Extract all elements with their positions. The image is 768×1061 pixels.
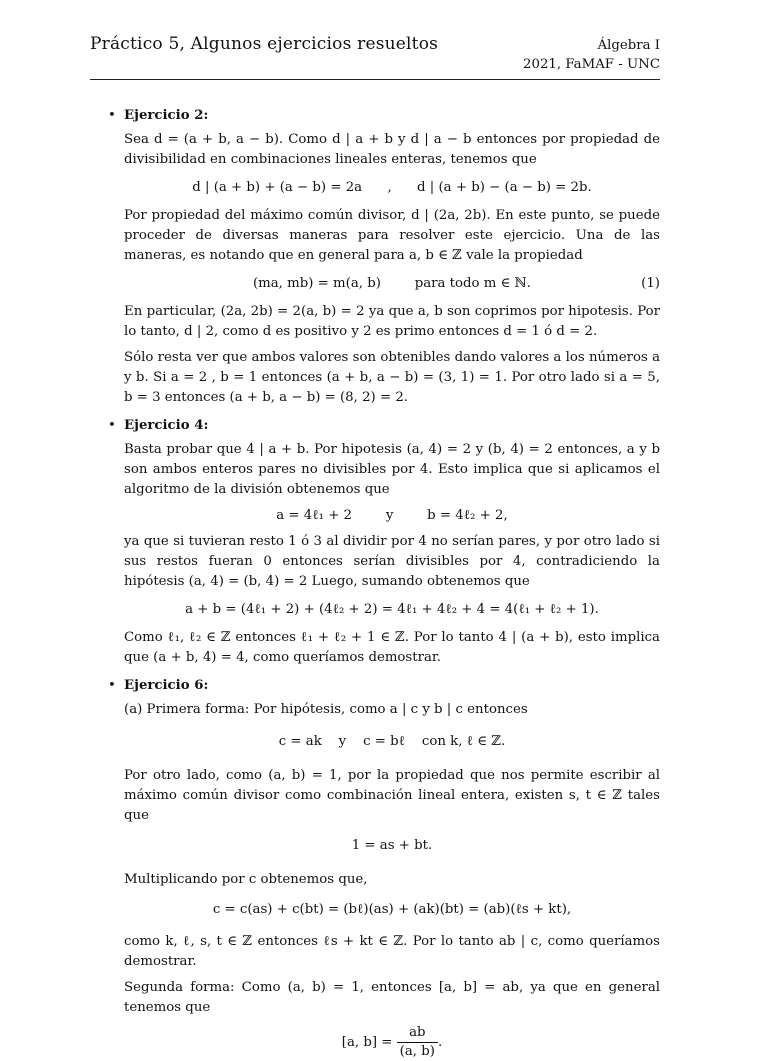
equation-period: .: [437, 1035, 443, 1050]
ex4-equation-2: a + b = (4ℓ₁ + 2) + (4ℓ₂ + 2) = 4ℓ₁ + 4ℓ₂ + 4 = 4(ℓ₁ + ℓ₂ + 1).: [185, 602, 599, 617]
ex2-equation-2: [124, 274, 660, 294]
lcm-lhs: [a, b] =: [341, 1035, 393, 1050]
ex4-paragraph-3: Como ℓ₁, ℓ₂ ∈ ℤ entonces ℓ₁ + ℓ₂ + 1 ∈ ℤ. Por lo tanto 4 | (a + b), esto implica que (a + b, 4) = 4, como queríamos demostrar.: [124, 630, 660, 665]
fraction: [397, 1024, 438, 1061]
ex6-paragraph-1: (a) Primera forma: Por hipótesis, como a | c y b | c entonces: [124, 702, 528, 717]
exercise-2: [108, 106, 660, 408]
fraction-denominator: (a, b): [399, 1044, 435, 1059]
ex2-paragraph-4: Sólo resta ver que ambos valores son obtenibles dando valores a los números a y b. Si a = 2 , b = 1 entonces (a + b, a − b) = (3, 1) = 1. Por otro lado si a = 5, b = 3 entonces (a + b, a − b) = (8, 2) = 2.: [124, 350, 660, 405]
bullet-icon: •: [108, 108, 116, 123]
course-name: Álgebra I: [597, 38, 660, 53]
ex6-paragraph-3: Multiplicando por c obtenemos que,: [124, 872, 368, 887]
ex2-paragraph-3: En particular, (2a, 2b) = 2(a, b) = 2 ya que a, b son coprimos por hipotesis. Por lo tanto, d | 2, como d es positivo y 2 es primo entonces d = 1 ó d = 2.: [124, 304, 660, 339]
ex4-paragraph-1: Basta probar que 4 | a + b. Por hipotesis (a, 4) = 2 y (b, 4) = 2 entonces, a y b son ambos enteros pares no divisibles por 4. Esto implica que si aplicamos el algoritmo de la división obtenemos que: [124, 442, 660, 497]
fraction-numerator: ab: [397, 1024, 438, 1043]
ex6-equation-1: c = ak y c = bℓ con k, ℓ ∈ ℤ.: [278, 734, 506, 749]
exercise-6-title: Ejercicio 6:: [124, 678, 209, 693]
ex2-equation-2-body: (ma, mb) = m(a, b) para todo m ∈ ℕ.: [252, 276, 532, 291]
header-rule: [90, 79, 660, 80]
exercise-4-title: Ejercicio 4:: [124, 418, 209, 433]
exercise-4: [108, 416, 660, 668]
page-title: Práctico 5, Algunos ejercicios resueltos: [90, 34, 439, 54]
ex6-equation-2: 1 = as + bt.: [351, 838, 433, 853]
content: [108, 106, 660, 1061]
ex2-paragraph-1: Sea d = (a + b, a − b). Como d | a + b y d | a − b entonces por propiedad de divisibilidad en combinaciones lineales enteras, tenemos que: [124, 132, 660, 167]
ex6-paragraph-5: Segunda forma: Como (a, b) = 1, entonces [a, b] = ab, ya que en general tenemos que: [124, 980, 660, 1015]
course-term: 2021, FaMAF - UNC: [523, 57, 660, 72]
bullet-icon: •: [108, 418, 116, 433]
ex4-equation-1: a = 4ℓ₁ + 2 y b = 4ℓ₂ + 2,: [276, 508, 508, 523]
header-info: [523, 36, 660, 74]
equation-number: (1): [641, 276, 660, 291]
ex2-equation-1: d | (a + b) + (a − b) = 2a , d | (a + b) − (a − b) = 2b.: [192, 180, 592, 195]
ex6-equation-4: [124, 1024, 660, 1061]
exercise-2-title: Ejercicio 2:: [124, 108, 209, 123]
ex6-paragraph-2: Por otro lado, como (a, b) = 1, por la propiedad que nos permite escribir al máximo común divisor como combinación lineal entera, existen s, t ∈ ℤ tales que: [124, 768, 660, 823]
ex4-paragraph-2: ya que si tuvieran resto 1 ó 3 al dividir por 4 no serían pares, y por otro lado si sus restos fueran 0 entonces serían divisibles por 4, contradiciendo la hipótesis (a, 4) = (b, 4) = 2 Luego, sumando obtenemos que: [124, 534, 660, 589]
ex2-paragraph-2: Por propiedad del máximo común divisor, d | (2a, 2b). En este punto, se puede proceder de diversas maneras para resolver este ejercicio. Una de las maneras, es notando que en general para a, b ∈ ℤ vale la propiedad: [124, 208, 660, 263]
ex6-equation-3: c = c(as) + c(bt) = (bℓ)(as) + (ak)(bt) = (ab)(ℓs + kt),: [212, 902, 572, 917]
bullet-icon: •: [108, 678, 116, 693]
ex6-paragraph-4: como k, ℓ, s, t ∈ ℤ entonces ℓs + kt ∈ ℤ. Por lo tanto ab | c, como queríamos demostrar.: [124, 934, 660, 969]
exercise-6: [108, 676, 660, 1061]
